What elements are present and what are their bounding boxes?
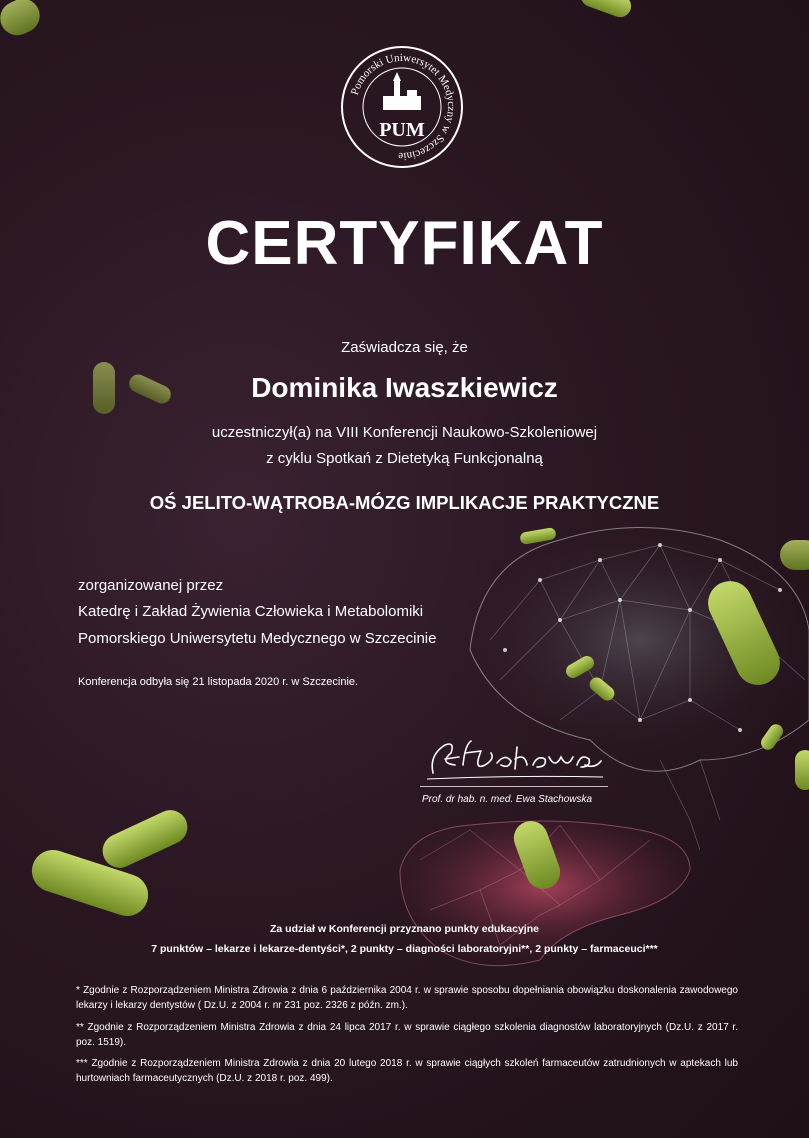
- svg-text:PUM: PUM: [379, 119, 425, 141]
- intro-text: Zaświadcza się, że: [341, 339, 468, 356]
- footnote-1: * Zgodnie z Rozporządzeniem Ministra Zdrowia z dnia 6 października 2004 r. w sprawie sposobu dopełniania obowiązku doskonalenia zawodowego lekarzy i lekarzy dentystów ( Dz.U. z 2004 r. nr 231 poz. 2326 z późn. zm.).: [76, 985, 738, 1011]
- footnote-3: *** Zgodnie z Rozporządzeniem Ministra Zdrowia z dnia 20 lutego 2018 r. w sprawie ciągłych szkoleń farmaceutów zatrudnionych w aptekach lub hurtowniach farmaceutycznych (Dz.U. z 2018 r. poz. 499).: [76, 1058, 738, 1084]
- university-seal-logo: [339, 44, 465, 170]
- points-detail: 7 punktów – lekarze i lekarze-dentyści*, 2 punkty – diagności laboratoryjni**, 2 punkty – farmaceuci***: [151, 943, 658, 955]
- organizer-line-1: zorganizowanej przez: [78, 577, 224, 594]
- organizer-line-2: Katedrę i Zakład Żywienia Człowieka i Metabolomiki: [78, 603, 424, 620]
- signature-caption: Prof. dr hab. n. med. Ewa Stachowska: [422, 794, 593, 805]
- participation-line-2: z cyklu Spotkań z Dietetyką Funkcjonalną: [266, 450, 543, 467]
- handwritten-signature: [425, 735, 605, 785]
- signature-line: [420, 786, 608, 787]
- footnote-2: ** Zgodnie z Rozporządzeniem Ministra Zdrowia z dnia 24 lipca 2017 r. w sprawie ciągłego szkolenia diagnostów laboratoryjnych (Dz.U. z 2017 r. poz. 1519).: [76, 1022, 738, 1048]
- points-heading: Za udział w Konferencji przyznano punkty edukacyjne: [270, 923, 539, 935]
- conference-date: Konferencja odbyła się 21 listopada 2020 r. w Szczecinie.: [78, 676, 359, 688]
- participation-line-1: uczestniczył(a) na VIII Konferencji Naukowo-Szkoleniowej: [211, 424, 598, 441]
- organizer-line-3: Pomorskiego Uniwersytetu Medycznego w Szczecinie: [78, 630, 437, 647]
- conference-topic: OŚ JELITO-WĄTROBA-MÓZG IMPLIKACJE PRAKTYCZNE: [149, 492, 660, 513]
- certificate-title: CERTYFIKAT: [205, 209, 604, 278]
- svg-text:Pomorski Uniwersytet Medyczny: Pomorski Uniwersytet Medyczny w Szczecinie: [348, 51, 458, 163]
- recipient-name: Dominika Iwaszkiewicz: [251, 372, 558, 403]
